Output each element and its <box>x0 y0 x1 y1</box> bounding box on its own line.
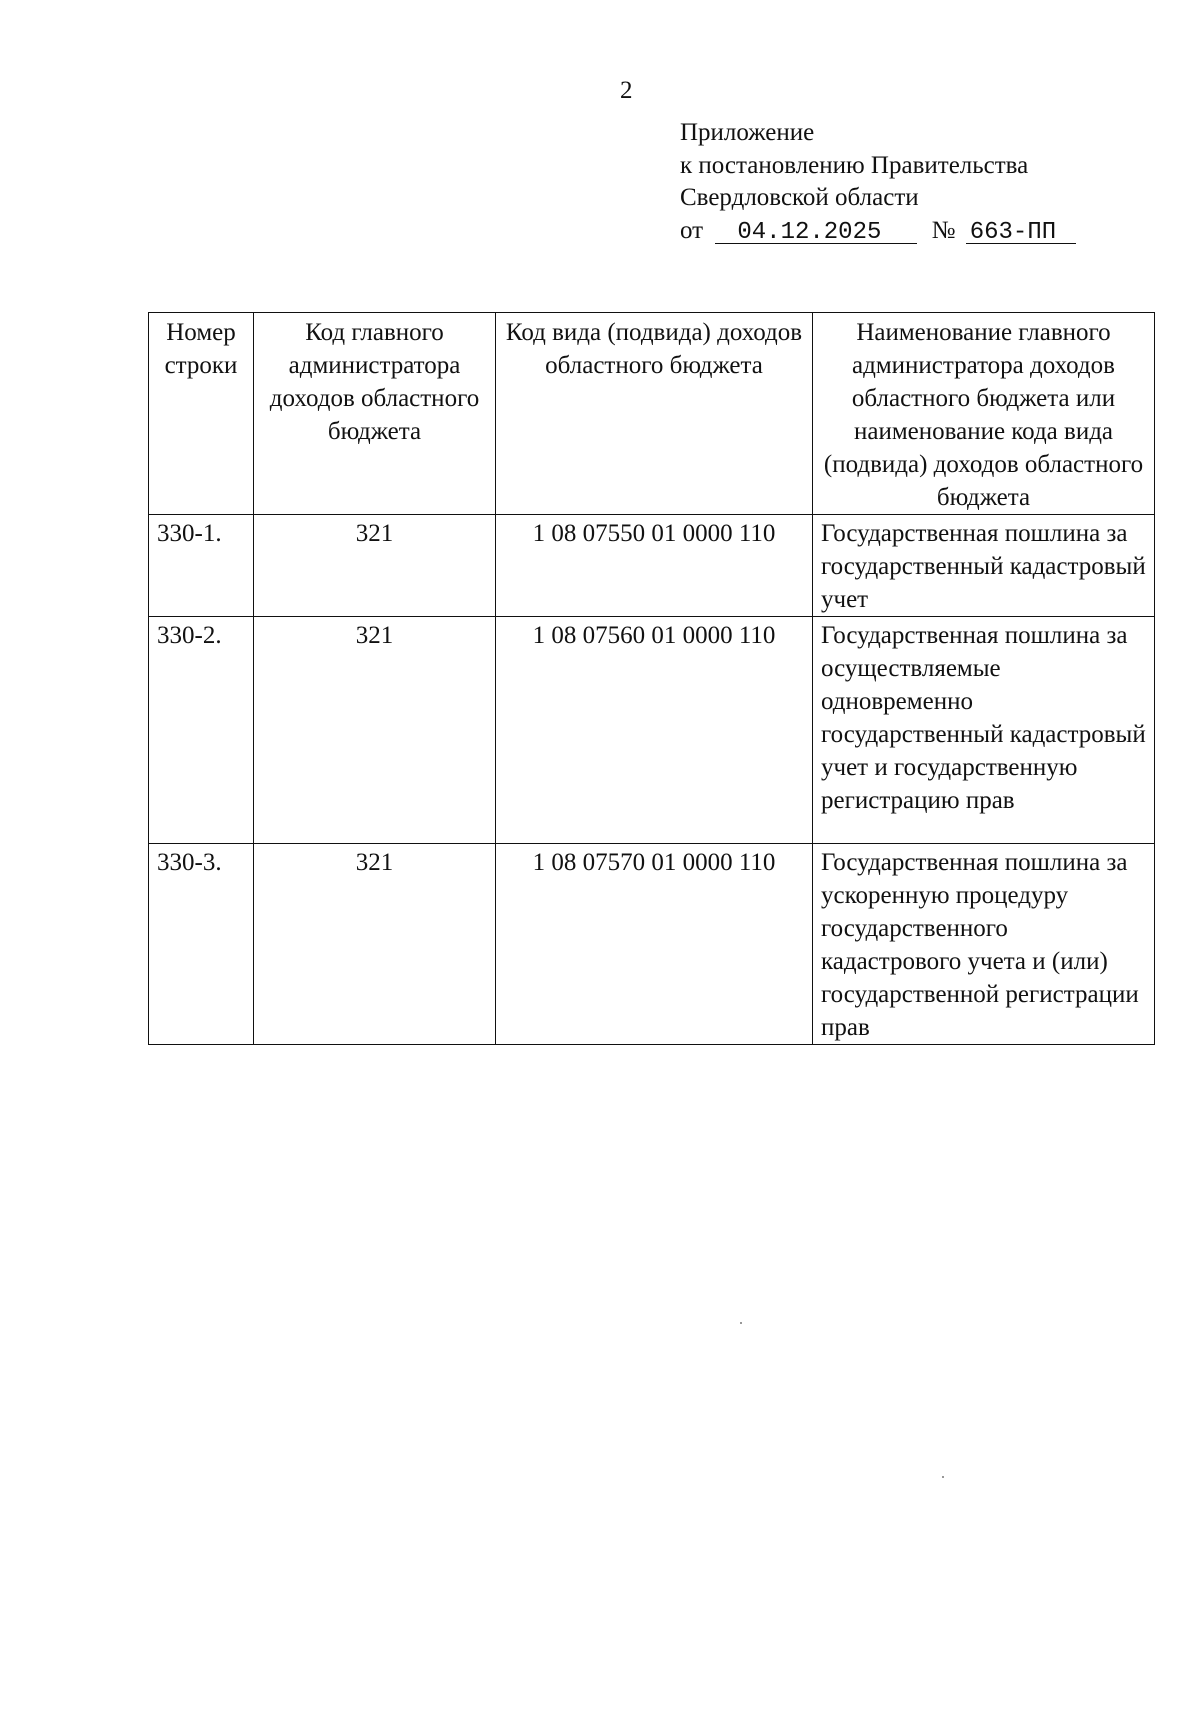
table-row <box>149 515 1155 617</box>
income-codes-table <box>148 312 1155 1045</box>
appendix-block <box>680 117 1140 247</box>
scan-speck <box>942 1476 944 1478</box>
header-admin-code: Код главного администратора доходов областного бюджета <box>254 313 496 515</box>
income-name: Государственная пошлина за государственный кадастровый учет <box>813 515 1155 617</box>
income-code: 1 08 07560 01 0000 110 <box>496 617 813 844</box>
date-prefix: от <box>680 216 704 244</box>
number-field <box>966 218 1076 244</box>
header-income-code: Код вида (подвида) доходов областного бюджета <box>496 313 813 515</box>
appendix-resolution-line: к постановлению Правительства <box>680 151 1029 179</box>
row-number: 330-1. <box>149 515 254 617</box>
income-name: Государственная пошлина за осуществляемые одновременно государственный кадастровый учет и государственную регистрацию прав <box>813 617 1155 844</box>
appendix-title: Приложение <box>680 119 815 146</box>
admin-code: 321 <box>254 515 496 617</box>
admin-code: 321 <box>254 617 496 844</box>
table-row <box>149 844 1155 1045</box>
income-code: 1 08 07550 01 0000 110 <box>496 515 813 617</box>
scan-speck <box>740 1322 742 1324</box>
header-name: Наименование главного администратора доходов областного бюджета или наименование кода вида (подвида) доходов областного бюджета <box>813 313 1155 515</box>
table-row <box>149 617 1155 844</box>
appendix-region-line: Свердловской области <box>680 184 919 211</box>
row-number: 330-3. <box>149 844 254 1045</box>
number-sign: № <box>931 216 956 244</box>
document-reference <box>680 215 1140 248</box>
admin-code: 321 <box>254 844 496 1045</box>
page-number: 2 <box>620 77 633 104</box>
document-number: 663-ПП <box>969 218 1057 246</box>
table-header-row <box>149 313 1155 515</box>
row-number: 330-2. <box>149 617 254 844</box>
document-date: 04.12.2025 <box>737 218 882 246</box>
income-name: Государственная пошлина за ускоренную процедуру государственного кадастрового учета и (или) государственной регистрации прав <box>813 844 1155 1045</box>
income-code: 1 08 07570 01 0000 110 <box>496 844 813 1045</box>
header-row-number: Номер строки <box>149 313 254 515</box>
date-field <box>715 218 917 244</box>
